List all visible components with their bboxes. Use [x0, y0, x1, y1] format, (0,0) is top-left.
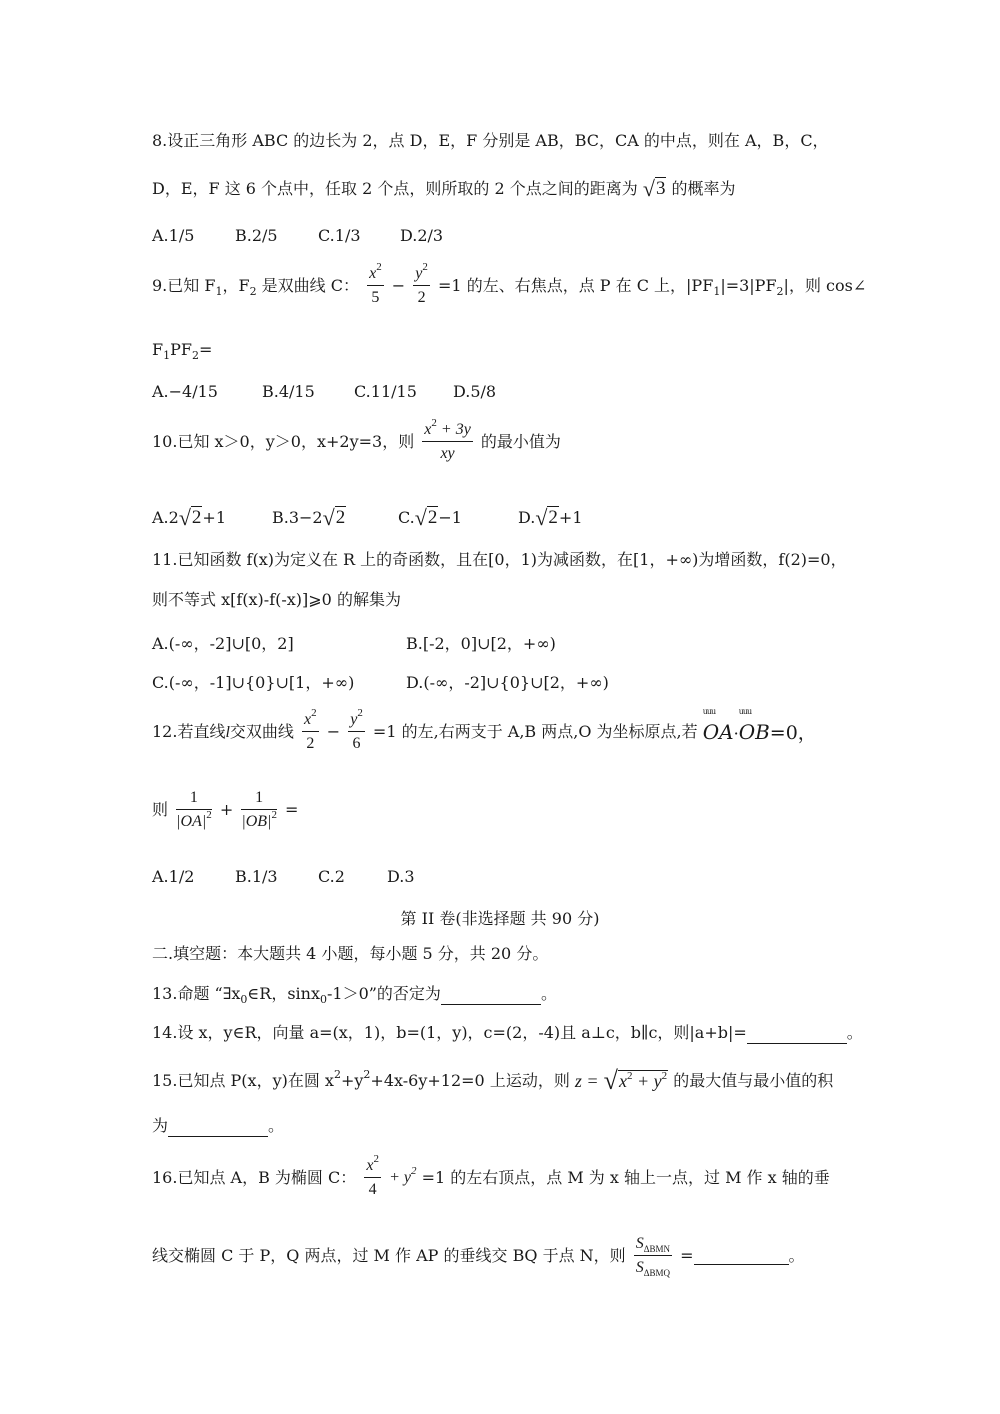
- q8-line1: 8.设正三角形 ABC 的边长为 2，点 D，E，F 分别是 AB，BC，CA 的中点，则在 A，B，C，: [152, 131, 829, 150]
- q12-fraction-1-over-ob2: $\frac{1}{|OB|^2}$: [241, 789, 277, 830]
- q9-option-d: D.5/8: [453, 382, 497, 401]
- q12-line2: 则 $\frac{1}{|OA|^2}$ + $\frac{1}{|OB|^2}$ =: [152, 789, 299, 830]
- q12-option-b: B.1/3: [235, 867, 278, 886]
- q12-line1: 12.若直线l交双曲线 $\frac{x^2}{2}$ − $\frac{y^2}{6}$ =1 的左,右两支于 A,B 两点,O 为坐标原点,若 uuu OA· uuu OB=0，: [152, 706, 817, 752]
- q9-option-c: C.11/15: [354, 382, 417, 401]
- q10-option-d: D.√2+1: [518, 505, 583, 530]
- q11-option-d: D.(-∞，-2]∪{0}∪[2，+∞): [406, 673, 609, 692]
- q13-answer-blank[interactable]: [441, 988, 541, 1005]
- q10-fraction: $\frac{x^2 + 3y}{xy}$: [424, 417, 471, 462]
- q15-radical: $√x^2 + y^2$: [603, 1066, 668, 1095]
- q8-option-a: A.1/5: [152, 226, 195, 245]
- q12-fraction-1-over-oa2: $\frac{1}{|OA|^2}$: [176, 789, 212, 830]
- q8-option-b: B.2/5: [235, 226, 278, 245]
- q15-answer-blank[interactable]: [168, 1120, 268, 1137]
- q10-option-c: C.√2−1: [398, 505, 462, 530]
- q12-fraction-x2-over-2: $\frac{x^2}{2}$: [304, 707, 317, 752]
- vector-oa: uuu OA: [702, 706, 734, 744]
- sqrt-3-expression: √3: [642, 176, 666, 201]
- q14-answer-blank[interactable]: [747, 1027, 847, 1044]
- q10-option-a: A.2√2+1: [152, 505, 226, 530]
- q10-line1: 10.已知 x＞0，y＞0，x+2y=3，则 $\frac{x^2 + 3y}{xy}$ 的最小值为: [152, 417, 561, 462]
- q9-line2: $F_1PF_2=$: [152, 340, 213, 362]
- q9-line1: 9.已知 $F_1$，$F_2$ 是双曲线 C： $\frac{x^2}{5}$ − $\frac{y^2}{2}$ =1 的左、右焦点，点 P 在 C 上，$|PF_1|=3|PF_2|$，则 cos∠: [152, 261, 867, 306]
- part2-heading: 二.填空题：本大题共 4 小题，每小题 5 分，共 20 分。: [152, 944, 549, 963]
- q12-option-c: C.2: [318, 867, 345, 886]
- q8-option-c: C.1/3: [318, 226, 361, 245]
- q8-line2-post: 的概率为: [671, 179, 736, 198]
- q11-option-a: A.(-∞，-2]∪[0，2]: [152, 634, 294, 653]
- q9-option-b: B.4/15: [262, 382, 315, 401]
- q11-option-b: B.[-2，0]∪[2，+∞): [406, 634, 556, 653]
- q12-option-d: D.3: [387, 867, 415, 886]
- vector-ob: uuu OB: [738, 706, 770, 744]
- q11-line2: 则不等式 x[f(x)-f(-x)]⩾0 的解集为: [152, 590, 401, 609]
- q16-answer-blank[interactable]: [694, 1248, 789, 1265]
- q15-line1: 15.已知点 P(x，y)在圆 $x^2+y^2+4x-6y+12=0$ 上运动，则 $z = √x^2 + y^2$ 的最大值与最小值的积: [152, 1066, 834, 1095]
- q11-option-c: C.(-∞，-1]∪{0}∪[1，+∞): [152, 673, 355, 692]
- q16-area-ratio: $\frac{S_{\Delta BMN}}{S_{\Delta BMQ}}$: [635, 1235, 671, 1278]
- q14-line: 14.设 x，y∈R，向量 a=(x，1)，b=(1，y)，c=(2，-4)且 a⊥c，b∥c，则|a+b|= 。: [152, 1023, 863, 1042]
- q9-fraction-y2-over-2: $\frac{y^2}{2}$: [415, 261, 428, 306]
- q11-line1: 11.已知函数 f(x)为定义在 R 上的奇函数，且在[0，1)为减函数，在[1，+∞)为增函数，f(2)=0，: [152, 550, 847, 569]
- q9-option-a: A.−4/15: [152, 382, 218, 401]
- q12-option-a: A.1/2: [152, 867, 195, 886]
- q10-option-b: B.3−2√2: [272, 505, 346, 530]
- q9-fraction-x2-over-5: $\frac{x^2}{5}$: [369, 261, 382, 306]
- q8-line2: [152, 178, 736, 200]
- q8-line2-pre: D，E，F 这 6 个点中，任取 2 个点，则所取的 2 个点之间的距离为: [152, 179, 638, 198]
- q15-line2: 为 。: [152, 1116, 285, 1135]
- section-title: 第 II 卷(非选择题 共 90 分): [400, 909, 600, 928]
- q13-line: 13.命题 “$\exists x_0\in R$，sinx$_0$-1＞0”的否定为 。: [152, 984, 557, 1006]
- q8-option-d: D.2/3: [400, 226, 444, 245]
- q16-line2: 线交椭圆 C 于 P，Q 两点，过 M 作 AP 的垂线交 BQ 于点 N，则 $\frac{S_{\Delta BMN}}{S_{\Delta BMQ}}$ = 。: [152, 1235, 805, 1278]
- q16-line1: 16.已知点 A，B 为椭圆 C： $\frac{x^2}{4}$ + $y^2 =1$ 的左右顶点，点 M 为 x 轴上一点，过 M 作 x 轴的垂: [152, 1153, 830, 1198]
- q16-fraction-x2-over-4: $\frac{x^2}{4}$: [366, 1153, 379, 1198]
- q12-fraction-y2-over-6: $\frac{y^2}{6}$: [350, 707, 363, 752]
